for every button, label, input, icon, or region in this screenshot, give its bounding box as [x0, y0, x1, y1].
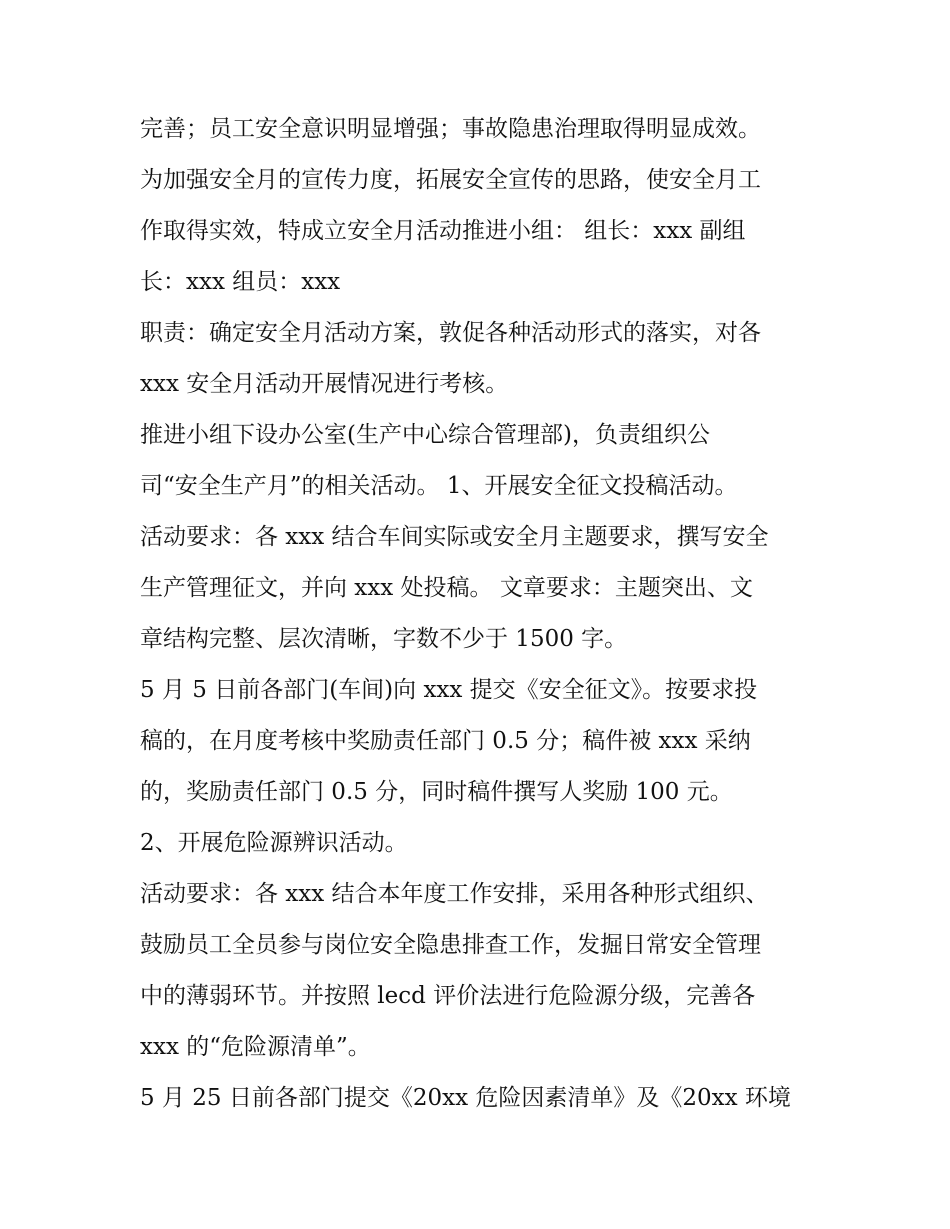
text-line: 完善；员工安全意识明显增强；事故隐患治理取得明显成效。: [140, 116, 761, 142]
text-line: 活动要求：各 xxx 结合车间实际或安全月主题要求，撰写安全: [140, 524, 769, 550]
text-line: 生产管理征文，并向 xxx 处投稿。 文章要求：主题突出、文: [140, 575, 753, 601]
text-line: 章结构完整、层次清晰，字数不少于 1500 字。: [140, 626, 628, 652]
text-line: 鼓励员工全员参与岗位安全隐患排查工作，发掘日常安全管理: [140, 932, 761, 958]
text-line: 司“安全生产月”的相关活动。 1、开展安全征文投稿活动。: [140, 473, 738, 499]
text-line: 中的薄弱环节。并按照 lecd 评价法进行危险源分级，完善各: [140, 983, 756, 1009]
text-line: 5 月 5 日前各部门(车间)向 xxx 提交《安全征文》。按要求投: [140, 677, 758, 703]
text-line: 为加强安全月的宣传力度，拓展安全宣传的思路，使安全月工: [140, 167, 761, 193]
text-line: xxx 安全月活动开展情况进行考核。: [140, 371, 509, 397]
text-line: 作取得实效，特成立安全月活动推进小组： 组长：xxx 副组: [140, 218, 746, 244]
text-line: 2、开展危险源辨识活动。: [140, 830, 408, 856]
text-line: 长：xxx 组员：xxx: [140, 269, 341, 295]
text-line: 推进小组下设办公室(生产中心综合管理部)，负责组织公: [140, 422, 710, 448]
text-line: 5 月 25 日前各部门提交《20xx 危险因素清单》及《20xx 环境: [140, 1085, 791, 1111]
text-line: 活动要求：各 xxx 结合本年度工作安排，采用各种形式组织、: [140, 881, 769, 907]
text-line: xxx 的“危险源清单”。: [140, 1034, 371, 1060]
text-line: 的，奖励责任部门 0.5 分，同时稿件撰写人奖励 100 元。: [140, 779, 733, 805]
text-line: 稿的，在月度考核中奖励责任部门 0.5 分；稿件被 xxx 采纳: [140, 728, 751, 754]
text-line: 职责：确定安全月活动方案，敦促各种活动形式的落实，对各: [140, 320, 761, 346]
